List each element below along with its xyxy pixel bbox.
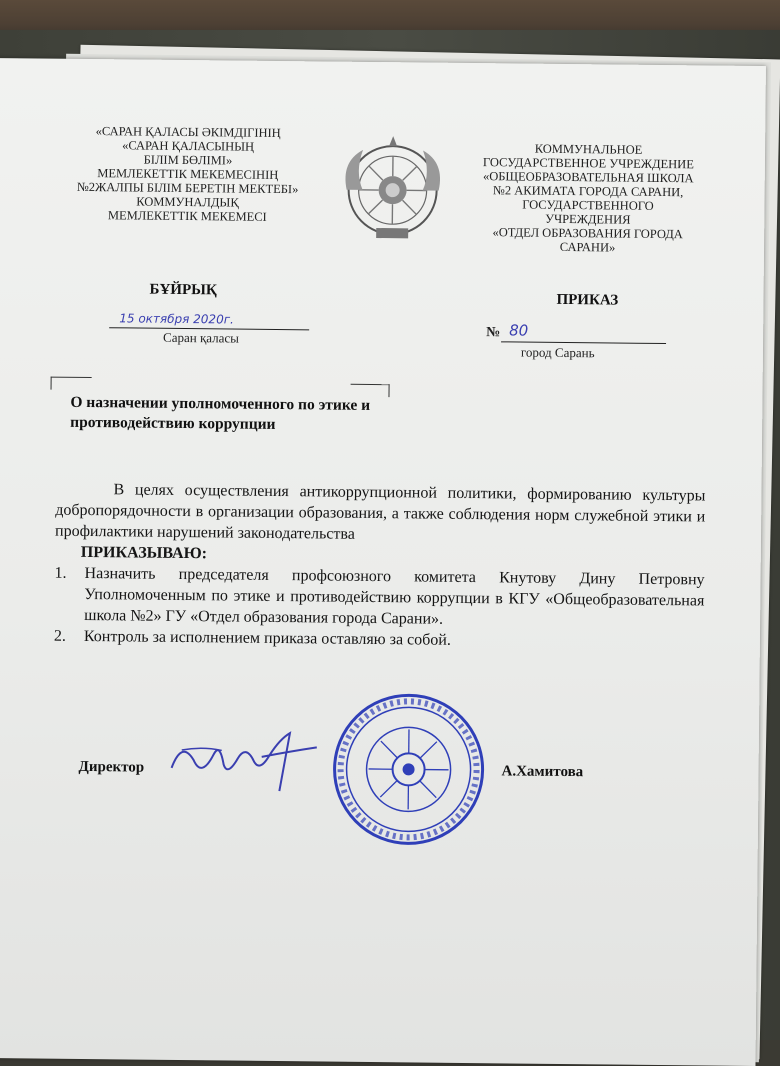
header-kz-line: «САРАН ҚАЛАСЫ ӘКІМДІГІНІҢ	[63, 124, 313, 141]
order-title-box	[52, 381, 393, 437]
number-sign: №	[486, 325, 500, 341]
header-ru-line: «ОТДЕЛ ОБРАЗОВАНИЯ ГОРОДА	[470, 225, 705, 241]
header-kz-line: КОММУНАЛДЫҚ	[62, 194, 312, 211]
doc-type-ru: ПРИКАЗ	[556, 292, 618, 310]
round-seal-stamp-icon	[331, 692, 488, 849]
city-kz: Саран қаласы	[163, 330, 239, 347]
order-word: ПРИКАЗЫВАЮ:	[81, 542, 705, 570]
list-item	[54, 563, 705, 633]
header-kz-line: МЕМЛЕКЕТТІК МЕКЕМЕСІ	[62, 208, 312, 225]
kazakhstan-emblem-icon	[332, 132, 453, 253]
header-ru-line: САРАНИ»	[470, 239, 705, 255]
header-ru	[470, 141, 706, 255]
item-number: 1.	[54, 563, 85, 626]
signatory-position: Директор	[78, 759, 144, 777]
header-kz-line: «САРАН ҚАЛАСЫНЫҢ	[63, 138, 313, 155]
header-kz-line: БІЛІМ БӨЛІМІ»	[63, 152, 313, 169]
header-ru-line: ГОСУДАРСТВЕННОГО	[470, 197, 705, 213]
header-ru-line: ГОСУДАРСТВЕННОЕ УЧРЕЖДЕНИЕ	[471, 155, 706, 171]
item-text: Контроль за исполнением приказа оставляю за собой.	[84, 626, 704, 653]
city-ru: город Сарань	[521, 345, 595, 362]
signatory-name: А.Хамитова	[501, 763, 583, 781]
handwritten-signature-icon	[161, 720, 322, 802]
order-title: О назначении уполномоченного по этике и противодействию коррупции	[52, 393, 392, 437]
item-number: 2.	[54, 626, 84, 647]
header-ru-line: №2 АКИМАТА ГОРОДА САРАНИ,	[471, 183, 706, 199]
handwritten-date: 15 октября 2020г.	[119, 311, 234, 326]
order-document	[0, 58, 766, 1066]
order-body	[54, 479, 706, 654]
header-kz	[62, 124, 313, 225]
header-kz-line: №2ЖАЛПЫ БІЛІМ БЕРЕТІН МЕКТЕБІ»	[63, 180, 313, 197]
item-text: Назначить председателя профсоюзного комитета Кнутову Дину Петровну Уполномоченным по этике и противодействию коррупции в КГУ «Общеобразовательная школа №2» ГУ «Отдел образования города Сарани».	[84, 563, 705, 632]
preamble: В целях осуществления антикоррупционной политики, формированию культуры добропорядочности в организации образования, а также соблюдения норм служебной этики и профилактики нарушений законодательства	[55, 479, 706, 549]
header-kz-line: МЕМЛЕКЕТТІК МЕКЕМЕСІНІҢ	[63, 166, 313, 183]
doc-type-kz: БҰЙРЫҚ	[149, 282, 216, 300]
handwritten-number: 80	[509, 321, 528, 339]
header-ru-line: УЧРЕЖДЕНИЯ	[470, 211, 705, 227]
header-ru-line: КОММУНАЛЬНОЕ	[471, 141, 706, 157]
header-ru-line: «ОБЩЕОБРАЗОВАТЕЛЬНАЯ ШКОЛА	[471, 169, 706, 185]
